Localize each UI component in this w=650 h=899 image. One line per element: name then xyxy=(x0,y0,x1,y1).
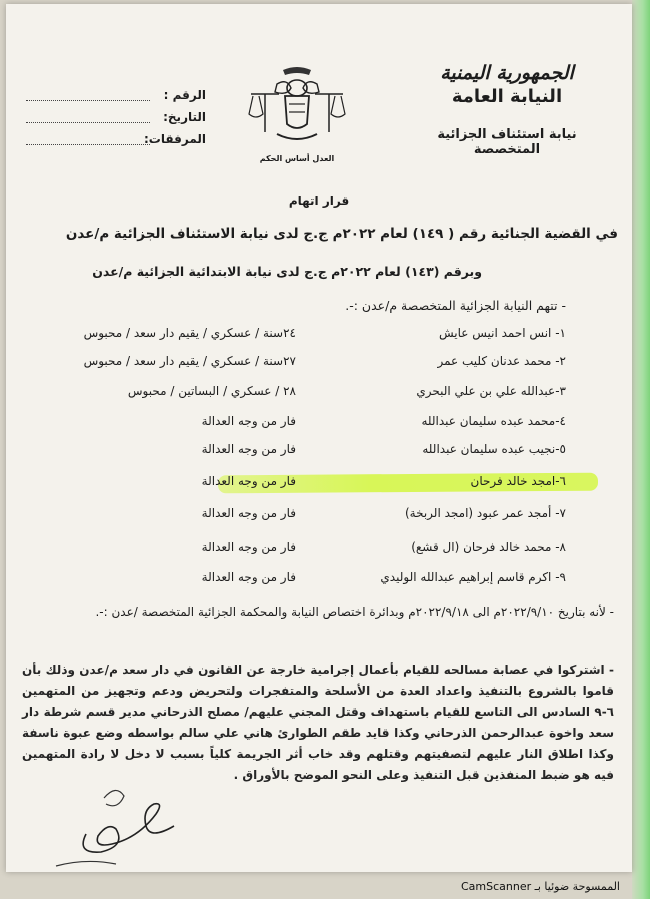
accused-details: ٢٨ / عسكري / البساتين / محبوس xyxy=(127,384,296,398)
accused-name: ٤-محمد عبده سليمان عبدالله xyxy=(421,414,566,428)
accused-details: فار من وجه العدالة xyxy=(201,414,296,428)
accused-details: فار من وجه العدالة xyxy=(201,474,296,488)
accused-name: ٥-نجيب عبده سليمان عبدالله xyxy=(422,442,566,456)
accused-name: ٨- محمد خالد فرحان (ال قشع) xyxy=(411,540,566,554)
reference-fields xyxy=(26,84,206,150)
accused-name: ٣-عبدالله علي بن علي البحري xyxy=(416,384,566,398)
emblem xyxy=(242,62,352,164)
accused-details: فار من وجه العدالة xyxy=(201,540,296,554)
accused-name: ٦-امجد خالد فرحان xyxy=(470,474,566,488)
accused-row xyxy=(46,506,566,526)
accused-details: ٢٧سنة / عسكري / يقيم دار سعد / محبوس xyxy=(83,354,296,368)
dotted-line xyxy=(26,90,150,101)
attachments-field xyxy=(26,128,206,150)
accused-name: ٢- محمد عدنان كليب عمر xyxy=(437,354,566,368)
page-edge xyxy=(632,0,650,899)
scanner-watermark: الممسوحة ضوئيا بـ CamScanner xyxy=(460,880,620,893)
accused-row xyxy=(46,442,566,462)
accused-row xyxy=(46,474,566,494)
dotted-line xyxy=(26,112,150,123)
accused-row xyxy=(46,414,566,434)
accused-row xyxy=(46,384,566,404)
dotted-line xyxy=(26,134,150,145)
accusation-intro: - تتهم النيابة الجزائية المتخصصة م/عدن :-. xyxy=(345,298,566,313)
republic-name: الجمهورية اليمنية xyxy=(440,62,574,84)
case-number-line: في القضية الجنائية رقم ( ١٤٩) لعام ٢٠٢٢م ج.ج لدى نيابة الاستئناف الجزائية م/عدن xyxy=(65,226,618,242)
accused-details: فار من وجه العدالة xyxy=(201,570,296,584)
signature-icon xyxy=(46,774,196,872)
accused-row xyxy=(46,354,566,374)
accused-row xyxy=(46,326,566,346)
case-reference-line: وبرقم (١٤٣) لعام ٢٠٢٢م ج.ج لدى نيابة الابتدائية الجزائية م/عدن xyxy=(92,264,482,279)
accused-details: فار من وجه العدالة xyxy=(201,442,296,456)
office-name: نيابة استئناف الجزائية المتخصصة xyxy=(437,127,577,157)
accused-name: ٩- اكرم قاسم إبراهيم عبدالله الوليدي xyxy=(380,570,566,584)
accused-row xyxy=(46,570,566,590)
reference-number-field xyxy=(26,84,206,106)
yemen-emblem-icon xyxy=(247,62,347,148)
accused-row xyxy=(46,540,566,560)
accused-name: ٧- أمجد عمر عبود (امجد الربخة) xyxy=(404,506,566,520)
letterhead-right xyxy=(402,62,612,157)
date-field xyxy=(26,106,206,128)
authority-name: النيابة العامة xyxy=(451,86,563,107)
scanned-document xyxy=(6,4,632,872)
charge-paragraph: - اشتركوا في عصابة مسالحه للقيام بأعمال إجرامية خارجة عن القانون في دار سعد م/عدن وذلك بأن قاموا بالشروع بالتنفيذ واعداد العدة من الأسلحة والمتفجرات ولتحريض ودعم وتجهيز من المتهمين ٦-٩ السادس الى التاسع للقيام باستهداف وقتل المجني عليهم/ مصلح الذرحاني مدير قسم شرطة دار سعد واخوة عبدالرحمن الذرحاني وكذا قايد طقم الطوارئ هاني علي سالم بواسطه وضع عبوة ناسفة وكذا اطلاق النار عليهم لتصفيتهم وقتلهم وقد خاب أثر الجريمة كلياً بسبب لا دخل لا رادة المتهمين فيه هو ضبط المنفذين قبل التنفيذ وعلى النحو الموضح بالأوراق . xyxy=(22,663,614,782)
jurisdiction-paragraph: - لأنه بتاريخ ٢٠٢٢/٩/١٠م الى ٢٠٢٢/٩/١٨م وبدائرة اختصاص النيابة والمحكمة الجزائية المتخصصة /عدن :-. xyxy=(95,605,614,619)
field-label: الرقم : xyxy=(163,88,206,102)
accused-details: فار من وجه العدالة xyxy=(201,506,296,520)
field-label: التاريخ: xyxy=(163,110,206,124)
accused-name: ١- انس احمد انيس عايش xyxy=(438,326,566,340)
document-title: قرار اتهام xyxy=(288,194,350,208)
field-label: المرفقات: xyxy=(144,132,206,146)
accused-details: ٢٤سنة / عسكري / يقيم دار سعد / محبوس xyxy=(83,326,296,340)
emblem-motto: العدل أساس الحكم xyxy=(259,154,335,163)
